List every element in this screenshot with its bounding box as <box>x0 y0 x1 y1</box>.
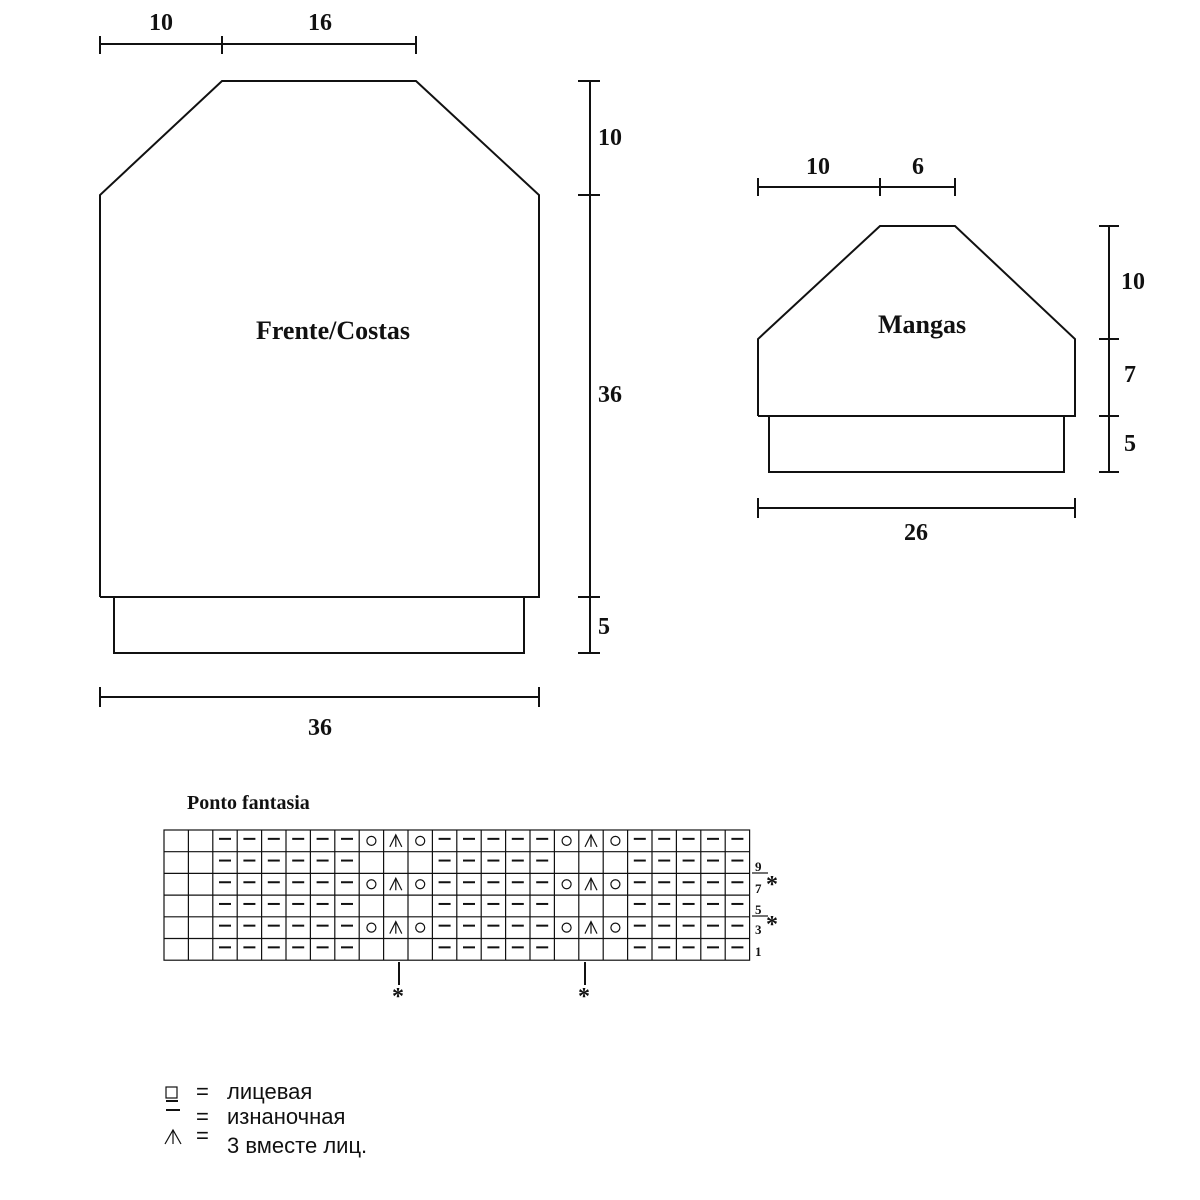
k3tog-symbol <box>585 878 597 890</box>
sleeve-dim-height-top: 10 <box>1121 269 1145 295</box>
chart-repeat-markers <box>392 872 778 1010</box>
row-number-1: 1 <box>755 944 762 959</box>
sleeve-dim-height-rib: 5 <box>1124 431 1136 457</box>
k3tog-symbol <box>390 922 402 934</box>
front-back-piece <box>100 10 622 741</box>
front-back-dim-width: 36 <box>308 715 332 741</box>
k3tog-symbol <box>390 835 402 847</box>
k3tog-symbol <box>585 922 597 934</box>
front-back-ribbing <box>114 597 524 653</box>
sleeve-width-dimension <box>758 498 1075 546</box>
row-number-9: 9 <box>755 859 762 874</box>
sleeve-dim-width: 26 <box>904 520 928 546</box>
yarn-over-symbol <box>367 923 376 932</box>
front-back-label: Frente/Costas <box>255 316 411 345</box>
legend-text-knit: лицевая <box>227 1079 313 1104</box>
chart-grid <box>164 830 750 960</box>
legend-text-k3tog: 3 вместе лиц. <box>227 1133 368 1158</box>
legend-eq-k3tog: = <box>196 1123 209 1148</box>
sleeve-dim-top-right: 6 <box>912 154 924 180</box>
front-back-dim-height-body: 36 <box>598 382 622 408</box>
yarn-over-symbol <box>416 923 425 932</box>
front-back-dim-top-right: 16 <box>308 10 332 36</box>
yarn-over-symbol <box>416 880 425 889</box>
front-back-dim-height-rib: 5 <box>598 614 610 640</box>
row-number-5: 5 <box>755 902 762 917</box>
repeat-marker-rows-7-9: * <box>766 872 778 898</box>
sleeve-dim-height-mid: 7 <box>1124 362 1136 388</box>
repeat-marker-rows-3-5: * <box>766 912 778 938</box>
k3tog-symbol <box>585 835 597 847</box>
sleeve-top-dimension <box>758 154 955 196</box>
sleeve-height-dimension <box>1099 226 1145 472</box>
yarn-over-symbol <box>611 923 620 932</box>
front-back-dim-top-left: 10 <box>149 10 173 36</box>
knit-square-icon <box>166 1087 177 1098</box>
yarn-over-symbol <box>562 836 571 845</box>
legend-item-purl <box>166 1104 345 1129</box>
front-back-height-dimension <box>578 81 622 653</box>
yarn-over-symbol <box>562 880 571 889</box>
legend <box>165 1079 367 1158</box>
row-number-7: 7 <box>755 881 762 896</box>
legend-eq-purl: = <box>196 1104 209 1129</box>
yarn-over-symbol <box>562 923 571 932</box>
legend-eq-knit: = <box>196 1079 209 1104</box>
stitch-chart <box>164 792 778 1010</box>
repeat-marker-right: * <box>578 984 590 1010</box>
sleeve-dim-top-left: 10 <box>806 154 830 180</box>
front-back-top-dimension <box>100 10 416 54</box>
sleeve-ribbing <box>769 416 1064 472</box>
yarn-over-symbol <box>416 836 425 845</box>
yarn-over-symbol <box>367 880 376 889</box>
yarn-over-symbol <box>367 836 376 845</box>
repeat-marker-left: * <box>392 984 404 1010</box>
front-back-width-dimension <box>100 687 539 741</box>
sleeve-label: Mangas <box>877 310 967 339</box>
row-number-3: 3 <box>755 922 762 937</box>
legend-text-purl: изнаночная <box>227 1104 346 1129</box>
sleeve-piece <box>758 154 1145 546</box>
k3tog-icon <box>165 1130 181 1144</box>
front-back-dim-height-top: 10 <box>598 125 622 151</box>
k3tog-symbol <box>390 878 402 890</box>
stitch-chart-title: Ponto fantasia <box>187 792 310 814</box>
yarn-over-symbol <box>611 836 620 845</box>
yarn-over-symbol <box>611 880 620 889</box>
legend-item-knit <box>166 1079 312 1104</box>
